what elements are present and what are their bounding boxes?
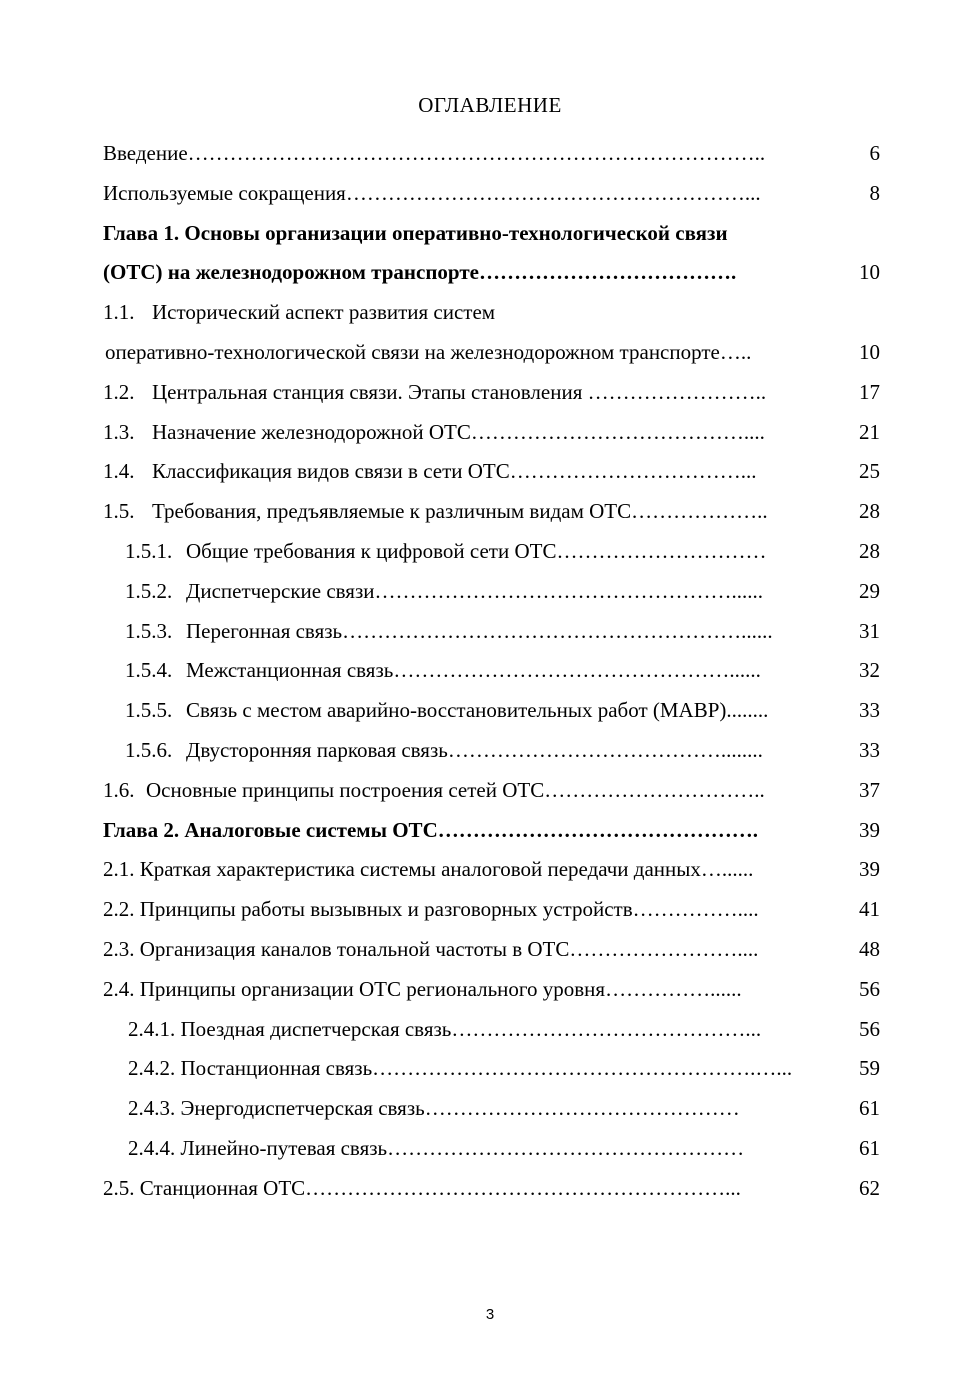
toc-entry-page: 28 [859,538,880,563]
toc-entry-page: 48 [859,936,880,961]
toc-entry[interactable] [103,771,883,811]
toc-entry[interactable] [103,970,883,1010]
toc-entry-page: 8 [869,180,880,205]
toc-entry-text: Требования, предъявляемые к различным видам ОТС……………….. [152,499,768,524]
toc-entry-page: 29 [859,578,880,603]
toc-entry-number: 1.5.1. [125,538,173,563]
toc-subentry[interactable] [103,532,883,572]
toc-entry-page: 62 [859,1175,880,1200]
toc-entry-text: Используемые сокращения…………………………………………………... [103,180,761,205]
toc-subentry[interactable] [103,612,883,652]
toc-entry-page: 10 [859,339,880,364]
toc-entry-page: 33 [859,737,880,762]
toc-entry-page: 10 [859,260,880,285]
toc-entry-page: 61 [859,1096,880,1121]
toc-entry-text: 2.4.2. Постанционная связь……………………………………………….…... [128,1056,793,1081]
toc-entry-page: 41 [859,897,880,922]
toc-entry-number: 1.2. [103,379,135,404]
toc-entry-page: 32 [859,658,880,683]
toc-entry-page: 25 [859,459,880,484]
toc-entry-text: Перегонная связь…………………………………………………...... [186,618,773,643]
toc-entry-text: 2.4. Принципы организации ОТС регионального уровня……………...... [103,976,742,1001]
toc-entry-page: 28 [859,499,880,524]
toc-entry-number: 1.4. [103,459,135,484]
toc-entry-page: 59 [859,1056,880,1081]
toc-subentry[interactable] [103,691,883,731]
toc-entry-number: 1.5.6. [125,737,173,762]
toc-entry-text: 2.4.4. Линейно-путевая связь…………………………………………… [128,1135,745,1160]
toc-entry-number: 1.5. [103,499,135,524]
toc-entry-page: 37 [859,777,880,802]
toc-subentry[interactable] [103,651,883,691]
toc-entry-number: 1.5.4. [125,658,173,683]
toc-entry-text: Введение……………………………………………………………………….. [103,141,766,165]
toc-subentry[interactable] [103,1129,883,1169]
toc-entry[interactable] [103,413,883,453]
toc-entry-number: 1.6. [103,777,135,802]
page-number: 3 [485,1306,495,1323]
toc-chapter-heading[interactable] [103,811,883,851]
toc-entry[interactable] [103,492,883,532]
toc-chapter-heading[interactable] [103,253,883,293]
toc-entry-text: 2.4.1. Поездная диспетчерская связь……………………………………... [128,1016,762,1041]
toc-subentry[interactable] [103,731,883,771]
toc-entry-number: 1.3. [103,419,135,444]
toc-entry-text: Межстанционная связь…………………………………………...... [186,658,761,683]
toc-entry-page: 21 [859,419,880,444]
toc-entry-page: 56 [859,976,880,1001]
toc-entry[interactable] [103,1169,883,1209]
toc-entry-page: 39 [859,817,880,842]
toc-entry-text: Общие требования к цифровой сети ОТС………………………… [186,538,767,563]
table-of-contents [103,134,883,1209]
toc-entry[interactable] [103,452,883,492]
toc-entry-text: оперативно-технологической связи на железнодорожном транспорте….. [105,339,752,364]
toc-entry-text: (ОТС) на железнодорожном транспорте………………………………. [103,260,737,285]
toc-entry-number: 1.5.3. [125,618,173,643]
toc-entry-text: Основные принципы построения сетей ОТС………………………….. [146,777,765,802]
toc-entry-text: 2.2. Принципы работы вызывных и разговорных устройств…………….... [103,897,759,922]
toc-entry-page: 17 [859,379,880,404]
toc-subentry[interactable] [103,572,883,612]
toc-entry-page: 33 [859,698,880,723]
toc-entry-page: 61 [859,1135,880,1160]
toc-subentry[interactable] [103,1049,883,1089]
toc-entry[interactable] [103,174,883,214]
toc-entry-text: Связь с местом аварийно-восстановительных работ (МАВР)........ [186,698,769,723]
toc-entry[interactable] [103,293,883,333]
page-title: ОГЛАВЛЕНИЕ [418,93,562,117]
toc-entry[interactable] [103,890,883,930]
toc-entry-text: Центральная станция связи. Этапы становления …………………….. [152,379,767,404]
toc-chapter-heading[interactable] [103,214,883,254]
toc-entry-text: 2.5. Станционная ОТС……………………………………………………... [103,1175,741,1200]
toc-entry-text: Диспетчерские связи……………………………………………...... [186,578,763,603]
toc-entry-number: 1.5.5. [125,698,173,723]
toc-entry-text: 2.1. Краткая характеристика системы аналоговой передачи данных…...... [103,857,754,882]
toc-entry-text: 2.4.3. Энергодиспетчерская связь……………………………………… [128,1096,740,1121]
toc-entry[interactable] [103,134,883,174]
toc-entry[interactable] [103,333,883,373]
toc-entry[interactable] [103,373,883,413]
toc-entry-page: 56 [859,1016,880,1041]
toc-entry[interactable] [103,930,883,970]
toc-subentry[interactable] [103,1010,883,1050]
toc-entry-text: Исторический аспект развития систем [152,300,496,325]
toc-entry-number: 1.5.2. [125,578,173,603]
toc-subentry[interactable] [103,1089,883,1129]
toc-entry-text: Назначение железнодорожной ОТС………………………………….... [152,419,765,444]
toc-entry-text: Двусторонняя парковая связь…………………………………........ [186,737,763,762]
toc-entry-text: Классификация видов связи в сети ОТС……………………………... [152,459,757,484]
toc-entry-page: 39 [859,857,880,882]
toc-entry-number: 1.1. [103,300,135,325]
toc-entry[interactable] [103,850,883,890]
toc-entry-text: 2.3. Организация каналов тональной частоты в ОТС…………………….... [103,936,759,961]
toc-entry-text: Глава 1. Основы организации оперативно-технологической связи [103,220,728,245]
toc-entry-page: 31 [859,618,880,643]
toc-entry-text: Глава 2. Аналоговые системы ОТС………………………………………. [103,817,758,842]
toc-entry-page: 6 [869,141,880,165]
